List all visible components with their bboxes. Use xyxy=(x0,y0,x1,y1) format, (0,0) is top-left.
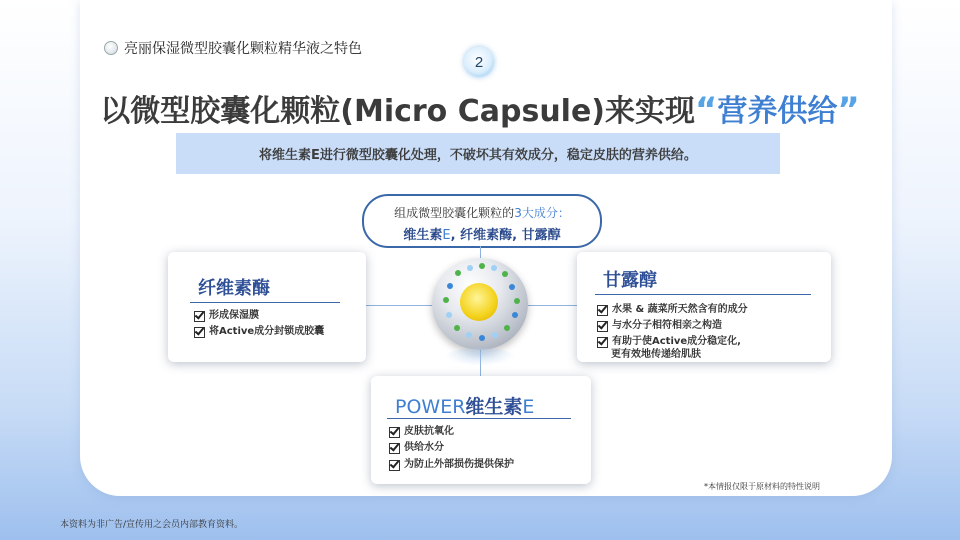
components-vitamin-e: E xyxy=(442,228,451,243)
cellulase-item: 将Active成分封锁成胶囊 xyxy=(194,326,324,338)
capsule-dot xyxy=(491,265,497,271)
header-subtitle: 亮丽保湿微型胶囊化颗粒精华液之特色 xyxy=(124,41,362,57)
mannitol-item-continued: 更有效地传递给肌肤 xyxy=(611,349,701,360)
vitamin-e-title xyxy=(395,392,534,419)
mannitol-box xyxy=(577,252,831,362)
cellulase-rule xyxy=(190,302,340,303)
cellulase-box xyxy=(168,252,366,362)
connector-right xyxy=(526,305,578,306)
components-vitamin: 维生素 xyxy=(403,228,443,243)
capsule-dot xyxy=(512,312,518,318)
capsule-dot xyxy=(479,335,485,341)
capsule-dot xyxy=(455,270,461,276)
vitamin-e-item: 为防止外部损伤提供保护 xyxy=(389,459,514,471)
vitamin-e-box xyxy=(371,376,591,484)
components-count: 3大成分： xyxy=(514,206,570,220)
mannitol-rule xyxy=(595,294,811,295)
checkbox-icon xyxy=(389,443,400,454)
checkbox-icon xyxy=(194,327,205,338)
capsule-dot xyxy=(504,325,510,331)
bottom-note: 本资料为非广告/宣传用之会员内部教育资料。 xyxy=(60,520,244,530)
capsule-dot xyxy=(454,325,460,331)
capsule-reflection xyxy=(444,348,516,366)
checkbox-icon xyxy=(389,460,400,471)
capsule-dot xyxy=(447,283,453,289)
vitamin-e-item: 供给水分 xyxy=(389,442,444,454)
capsule-dot xyxy=(509,284,515,290)
components-callout xyxy=(362,194,602,248)
vitamin-e-title-prefix: POWER xyxy=(395,396,466,418)
vitamin-e-title-main: 维生素 xyxy=(465,396,523,418)
title-highlight: 营养供给 xyxy=(717,94,838,129)
summary-banner xyxy=(176,133,780,174)
connector-left xyxy=(366,305,434,306)
capsule-dot xyxy=(446,312,452,318)
checkbox-icon xyxy=(597,337,608,348)
banner-text: 将维生素E进行微型胶囊化处理，不破坏其有效成分，稳定皮肤的营养供给。 xyxy=(259,148,697,163)
page-title xyxy=(0,86,960,130)
slide-header xyxy=(104,38,362,58)
capsule-core xyxy=(460,283,498,321)
footnote: *本情报仅限于原材料的特性说明 xyxy=(704,482,820,491)
capsule-dot xyxy=(492,332,498,338)
components-rest: , 纤维素酶, 甘露醇 xyxy=(450,228,561,243)
cellulase-item: 形成保湿膜 xyxy=(194,310,259,322)
title-close-quote: ” xyxy=(837,90,860,130)
checkbox-icon xyxy=(194,311,205,322)
checkbox-icon xyxy=(389,427,400,438)
title-open-quote: “ xyxy=(695,90,718,130)
checkbox-icon xyxy=(597,321,608,332)
mannitol-title: 甘露醇 xyxy=(603,270,657,291)
capsule-dot xyxy=(443,297,449,303)
checkbox-icon xyxy=(597,305,608,316)
vitamin-e-title-suffix: E xyxy=(522,396,535,418)
mannitol-item: 水果 & 蔬菜所天然含有的成分 xyxy=(597,304,748,316)
page-number-badge: 2 xyxy=(464,47,494,77)
title-prefix: 以微型胶囊化颗粒(Micro Capsule)来实现 xyxy=(100,94,696,129)
mannitol-item: 有助于使Active成分稳定化, xyxy=(597,336,741,348)
capsule-dot xyxy=(467,265,473,271)
capsule-dot xyxy=(514,298,520,304)
components-prefix: 组成微型胶囊化颗粒的 xyxy=(394,206,515,220)
vitamin-e-rule xyxy=(387,418,571,419)
bullet-circle-icon xyxy=(104,41,118,55)
capsule-dot xyxy=(502,271,508,277)
capsule-dot xyxy=(479,263,485,269)
vitamin-e-item: 皮肤抗氧化 xyxy=(389,426,454,438)
mannitol-item: 与水分子相符相亲之构造 xyxy=(597,320,722,332)
capsule-dot xyxy=(466,332,472,338)
components-line1 xyxy=(364,204,600,221)
cellulase-title: 纤维素酶 xyxy=(198,278,270,299)
components-line2 xyxy=(364,224,600,243)
